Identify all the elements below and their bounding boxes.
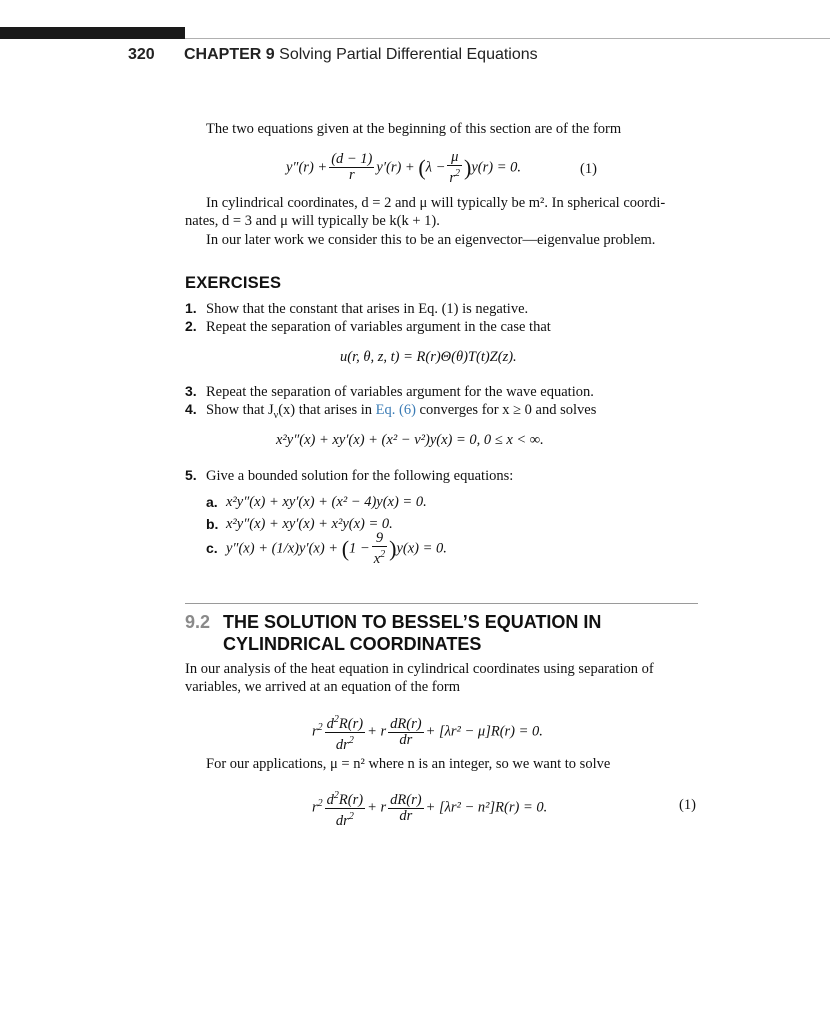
eq2-tail: + [λr² − n²]R(r) = 0. [425,799,548,816]
section-number: 9.2 [185,612,211,632]
ex3-text: Repeat the separation of variables argument for the wave equation. [206,384,594,400]
ex5c-equation: y″(x) + (1/x)y′(x) + (1 − $\frac{9}{x^2}$ )y(x) = 0. [226,530,447,567]
exercises-heading: EXERCISES [185,274,282,292]
section-rule [185,603,698,604]
ex1-text: Show that the constant that arises in Eq. (1) is negative. [206,301,529,317]
section-title-line2: CYLINDRICAL COORDINATES [223,634,482,654]
ex4-text-post: converges for x ≥ 0 and solves [415,402,597,418]
ex2-text: Repeat the separation of variables argument in the case that [206,319,551,335]
intro-eq-label: (1) [580,161,597,177]
eq6-link[interactable]: Eq. (6) [375,402,416,418]
ex4-number: 4. [185,401,197,417]
section-para2: For our applications, μ = n² where n is an integer, so we want to solve [206,756,611,772]
ex2-number: 2. [185,318,197,334]
section-para1-line2: variables, we arrived at an equation of the form [185,679,460,695]
ex4-equation: x²y″(x) + xy′(x) + (x² − ν²)y(x) = 0, 0 ≤ x < ∞. [276,432,544,448]
eq1-tail: + [λr² − μ]R(r) = 0. [425,723,543,740]
ex4-text-pre: Show that J [206,402,274,418]
page-number: 320 [128,46,155,63]
ex5b-label: b. [206,516,219,532]
section-eq2-label: (1) [679,797,696,813]
ex2-equation: u(r, θ, z, t) = R(r)Θ(θ)T(t)Z(z). [340,349,517,365]
chapter-title: Solving Partial Differential Equations [279,46,538,63]
ex5c-label: c. [206,540,218,556]
ex4-subscript: ν [273,409,279,421]
section-equation-2: $r^2$ $\frac{d^2R(r)}{dr^2}$ + r $\frac{dR(r)}{dr}$ + [λr² − n²]R(r) = 0. [312,790,548,829]
ex4-text [206,401,596,425]
header-bar [0,27,185,39]
ex1-number: 1. [185,300,197,316]
ex5-number: 5. [185,467,197,483]
ex5-text: Give a bounded solution for the following equations: [206,468,514,484]
section-title-line1: THE SOLUTION TO BESSEL’S EQUATION IN [223,612,602,632]
header-rule [185,38,830,39]
ex5b-equation: x²y″(x) + xy′(x) + x²y(x) = 0. [226,516,393,532]
section-equation-1: $r^2$ $\frac{d^2R(r)}{dr^2}$ + r $\frac{dR(r)}{dr}$ + [λr² − μ]R(r) = 0. [312,714,543,753]
intro-line: The two equations given at the beginning of this section are of the form [206,121,622,137]
chapter-label: CHAPTER 9 [184,46,275,63]
intro-para2: In our later work we consider this to be an eigenvector—eigenvalue problem. [206,232,656,248]
section-para1-line1: In our analysis of the heat equation in cylindrical coordinates using separation of [185,661,654,677]
intro-para1-line1: In cylindrical coordinates, d = 2 and μ will typically be m². In spherical coordi- [206,195,666,211]
ex5a-label: a. [206,494,218,510]
intro-equation: y″(r) + $\frac{(d - 1)}{r}$ y′(r) + (λ − $\frac{\mu}{r^2}$ )y(r) = 0. [286,149,522,186]
running-header [184,46,538,64]
ex5a-equation: x²y″(x) + xy′(x) + (x² − 4)y(x) = 0. [226,494,427,510]
ex4-text-mid: (x) that arises in [278,402,376,418]
intro-para1-line2: nates, d = 3 and μ will typically be k(k + 1). [185,213,440,229]
ex3-number: 3. [185,383,197,399]
